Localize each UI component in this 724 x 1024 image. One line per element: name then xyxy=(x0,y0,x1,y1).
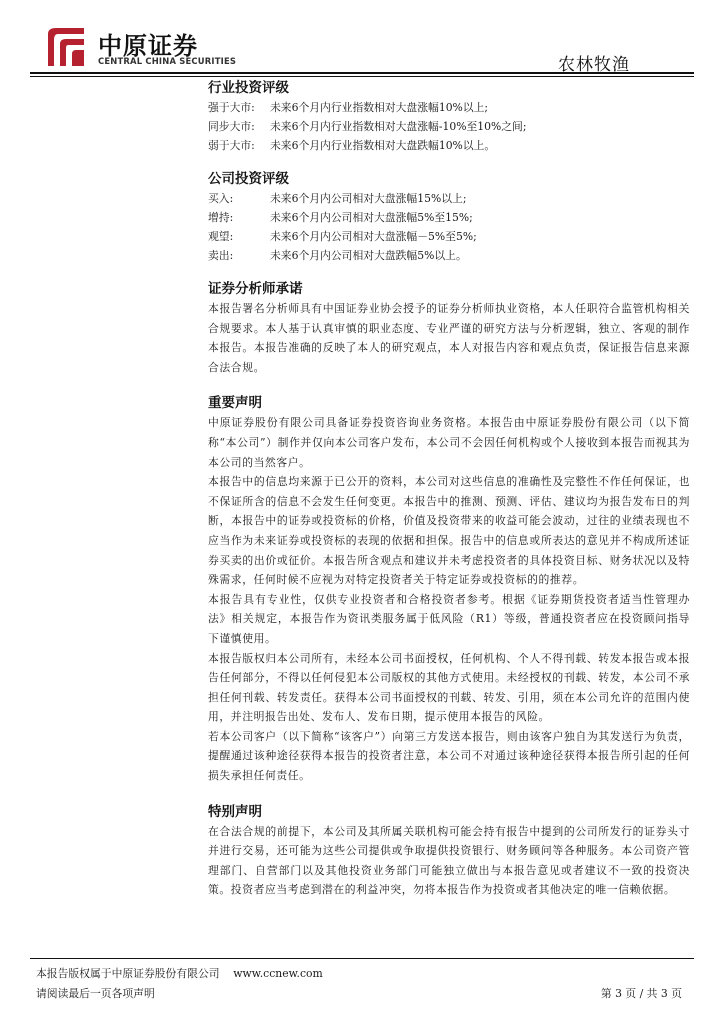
rating-desc: 未来6个月内公司相对大盘涨幅5%至15%; xyxy=(270,211,473,224)
rating-key: 强于大市: xyxy=(208,101,255,114)
rating-desc: 未来6个月内公司相对大盘涨幅－5%至5%; xyxy=(270,230,477,243)
rating-key: 卖出: xyxy=(208,249,234,262)
rating-row xyxy=(208,117,690,136)
logo-chinese-name: 中原证券 xyxy=(98,32,198,60)
rating-key: 观望: xyxy=(208,230,234,243)
footer-copyright: 本报告版权属于中原证券股份有限公司 xyxy=(36,967,220,980)
footer-divider xyxy=(30,958,694,959)
industry-rating-list xyxy=(208,98,690,155)
company-rating-title: 公司投资评级 xyxy=(208,171,289,187)
industry-rating-title: 行业投资评级 xyxy=(208,80,289,96)
rating-row xyxy=(208,227,690,246)
rating-key: 增持: xyxy=(208,211,234,224)
analyst-commitment-paragraph: 本报告署名分析师具有中国证券业协会授予的证券分析师执业资格，本人任职符合监管机构相关合规要求。本人基于认真审慎的职业态度、专业严谨的研究方法与分析逻辑，独立、客观的制作本报告。本报告准确的反映了本人的研究观点，本人对报告内容和观点负责，保证报告信息来源合法合规。 xyxy=(208,302,690,374)
disclaimer-body xyxy=(208,78,690,900)
company-logo xyxy=(44,24,237,70)
rating-row xyxy=(208,189,690,208)
rating-desc: 未来6个月内公司相对大盘涨幅15%以上; xyxy=(270,192,467,205)
notice-paragraph: 本报告具有专业性，仅供专业投资者和合格投资者参考。根据《证券期货投资者适当性管理办法》相关规定，本报告作为资讯类服务属于低风险（R1）等级，普通投资者应在投资顾问指导下谨慎使用。 xyxy=(208,592,690,645)
rating-key: 买入: xyxy=(208,192,234,205)
company-logo-mark-icon xyxy=(44,24,90,70)
notice-paragraph: 中原证券股份有限公司具备证券投资咨询业务资格。本报告由中原证券股份有限公司（以下简称“本公司”）制作并仅向本公司客户发布，本公司不会因任何机构或个人接收到本报告而视其为本公司的当然客户。 xyxy=(208,416,690,469)
footer-website-link[interactable]: www.ccnew.com xyxy=(233,967,323,980)
rating-row xyxy=(208,208,690,227)
company-rating-list xyxy=(208,189,690,265)
notice-paragraph: 本报告中的信息均来源于已公开的资料，本公司对这些信息的准确性及完整性不作任何保证，也不保证所含的信息不会发生任何变更。本报告中的推测、预测、评估、建议均为报告发布日的判断，本报告中的证券或投资标的价格，价值及投资带来的收益可能会波动，过往的业绩表现也不应当作为未来证券或投资标的表现的依据和担保。报告中的信息或所表达的意见并不构成所述证券买卖的出价或征价。本报告所含观点和建议并未考虑投资者的具体投资目标、财务状况以及特殊需求，任何时候不应视为对特定投资者关于特定证券或投资标的的推荐。 xyxy=(208,475,690,587)
rating-key: 同步大市: xyxy=(208,120,255,133)
special-notice-title: 特别声明 xyxy=(208,803,262,820)
rating-desc: 未来6个月内行业指数相对大盘跌幅10%以上。 xyxy=(270,139,496,152)
footer-read-notice: 请阅读最后一页各项声明 xyxy=(36,987,155,1000)
rating-desc: 未来6个月内行业指数相对大盘涨幅10%以上; xyxy=(270,101,489,114)
notice-paragraph: 若本公司客户（以下简称“该客户”）向第三方发送本报告，则由该客户独自为其发送行为负责，提醒通过该种途径获得本报告的投资者注意，本公司不对通过该种途径获得本报告所引起的任何损失承担任何责任。 xyxy=(208,729,690,783)
logo-english-name: CENTRAL CHINA SECURITIES xyxy=(98,56,237,66)
rating-desc: 未来6个月内公司相对大盘跌幅5%以上。 xyxy=(270,249,467,262)
sector-label: 农林牧渔 xyxy=(558,55,630,75)
header-divider-thin xyxy=(30,76,694,77)
rating-key: 弱于大市: xyxy=(208,139,255,152)
rating-row xyxy=(208,246,690,265)
page-number: 第 3 页 / 共 3 页 xyxy=(600,987,682,1000)
header-divider xyxy=(30,72,694,74)
important-notice-title: 重要声明 xyxy=(208,395,262,412)
rating-desc: 未来6个月内行业指数相对大盘涨幅-10%至10%之间; xyxy=(270,120,527,133)
analyst-commitment-title: 证券分析师承诺 xyxy=(208,281,303,297)
footer-copyright-line xyxy=(36,966,323,981)
notice-paragraph: 本报告版权归本公司所有，未经本公司书面授权，任何机构、个人不得刊载、转发本报告或本报告任何部分，不得以任何侵犯本公司版权的其他方式使用。未经授权的刊载、转发，本公司不承担任何刊载、转发责任。获得本公司书面授权的刊载、转发、引用，须在本公司允许的范围内使用，并注明报告出处、发布人、发布日期，提示使用本报告的风险。 xyxy=(208,651,690,724)
rating-row xyxy=(208,98,690,117)
special-notice-paragraph: 在合法合规的前提下，本公司及其所属关联机构可能会持有报告中提到的公司所发行的证券头寸并进行交易，还可能为这些公司提供或争取提供投资银行、财务顾问等各种服务。本公司资产管理部门、自营部门以及其他投资业务部门可能独立做出与本报告意见或者建议不一致的投资决策。投资者应当考虑到潜在的利益冲突，勿将本报告作为投资或者其他决定的唯一信赖依据。 xyxy=(208,824,690,897)
page-header xyxy=(0,0,724,80)
rating-row xyxy=(208,136,690,155)
